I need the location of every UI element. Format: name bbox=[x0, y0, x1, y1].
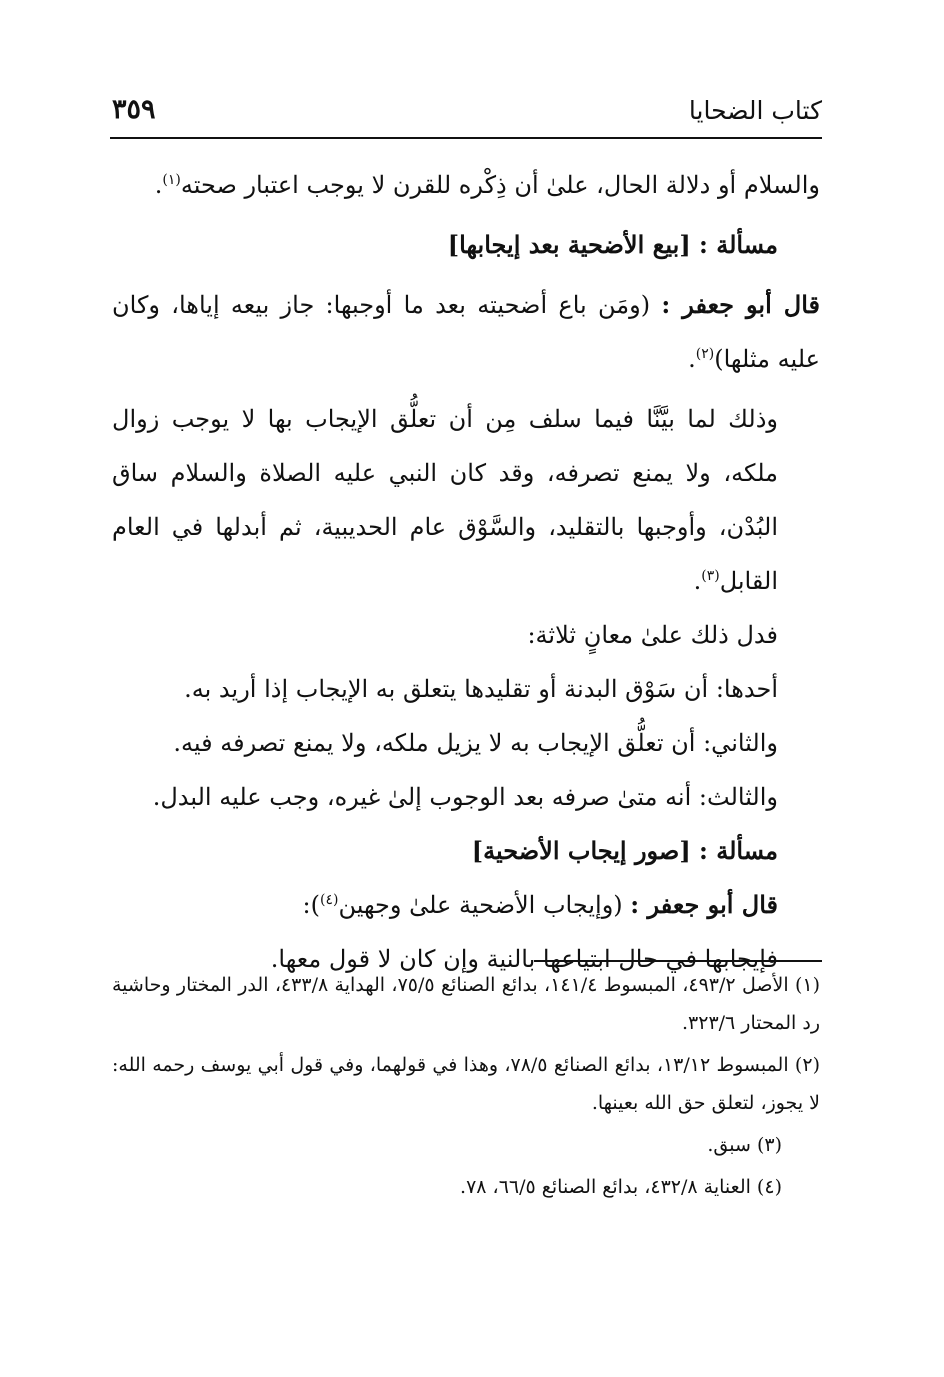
punctuation: . bbox=[693, 567, 702, 595]
section-heading: مسألة : [بيع الأضحية بعد إيجابها] bbox=[447, 230, 778, 259]
section-heading: مسألة : [صور إيجاب الأضحية] bbox=[471, 836, 778, 865]
footnote: (٣) سبق. bbox=[707, 1134, 782, 1156]
book-title: كتاب الضحايا bbox=[688, 96, 822, 125]
paragraph-text: (ومَن باع أضحيته بعد ما أوجبها: جاز بيعه إياها، وكان عليه مثلها) bbox=[112, 291, 820, 373]
paragraph bbox=[112, 878, 820, 932]
paragraph-text: وذلك لما بيَّنَّا فيما سلف مِن أن تعلُّق الإيجاب بها لا يوجب زوال ملكه، ولا يمنع تصرفه، وقد كان النبي عليه الصلاة والسلام ساق البُدْن، وأوجبها بالتقليد، والسَّوْق عام الحديبية، ثم أبدلها في العام القابل bbox=[112, 405, 778, 595]
footnote: (٢) المبسوط ١٣/١٢، بدائع الصنائع ٧٨/٥، وهذا في قولهما، وفي قول أبي يوسف رحمه الله: لا يجوز، لتعلق حق الله بعينها. bbox=[112, 1054, 820, 1114]
main-text bbox=[112, 158, 820, 986]
footnote-marker: (٤) bbox=[320, 892, 339, 908]
footnote-marker: (٣) bbox=[701, 568, 720, 584]
footnotes bbox=[112, 966, 820, 1206]
punctuation: ): bbox=[302, 891, 320, 919]
speaker: قال أبو جعفر : bbox=[630, 890, 778, 919]
paragraph: أحدها: أن سَوْق البدنة أو تقليدها يتعلق به الإيجاب إذا أريد به. bbox=[184, 675, 778, 703]
punctuation: . bbox=[688, 345, 696, 373]
running-header bbox=[112, 92, 822, 136]
paragraph-text: والسلام أو دلالة الحال، علىٰ أن ذِكْره للقرن لا يوجب اعتبار صحته bbox=[180, 171, 820, 199]
footnote-marker: (١) bbox=[162, 172, 181, 188]
footnote: (٤) العناية ٤٣٢/٨، بدائع الصنائع ٦٦/٥، ٧٨. bbox=[460, 1176, 782, 1198]
paragraph-text: (وإيجاب الأضحية علىٰ وجهين bbox=[338, 891, 631, 919]
footnote-rule bbox=[534, 960, 822, 962]
paragraph: والثالث: أنه متىٰ صرفه بعد الوجوب إلىٰ غيره، وجب عليه البدل. bbox=[152, 783, 778, 811]
footnote: (١) الأصل ٤٩٣/٢، المبسوط ١٤١/٤، بدائع الصنائع ٧٥/٥، الهداية ٤٣٣/٨، الدر المختار وحاشية رد المحتار ٣٢٣/٦. bbox=[112, 974, 820, 1034]
paragraph: فدل ذلك علىٰ معانٍ ثلاثة: bbox=[527, 621, 778, 649]
punctuation: . bbox=[154, 171, 163, 199]
paragraph bbox=[112, 392, 820, 608]
paragraph: والثاني: أن تعلُّق الإيجاب به لا يزيل ملكه، ولا يمنع تصرفه فيه. bbox=[173, 729, 778, 757]
paragraph bbox=[112, 158, 820, 212]
paragraph bbox=[112, 278, 820, 386]
header-rule bbox=[110, 137, 822, 139]
speaker: قال أبو جعفر : bbox=[661, 290, 820, 319]
paragraph: فإيجابها في حال ابتياعها بالنية وإن كان لا قول معها. bbox=[270, 945, 778, 973]
footnote-marker: (٢) bbox=[695, 346, 715, 362]
page-number: ٣٥٩ bbox=[112, 94, 156, 125]
